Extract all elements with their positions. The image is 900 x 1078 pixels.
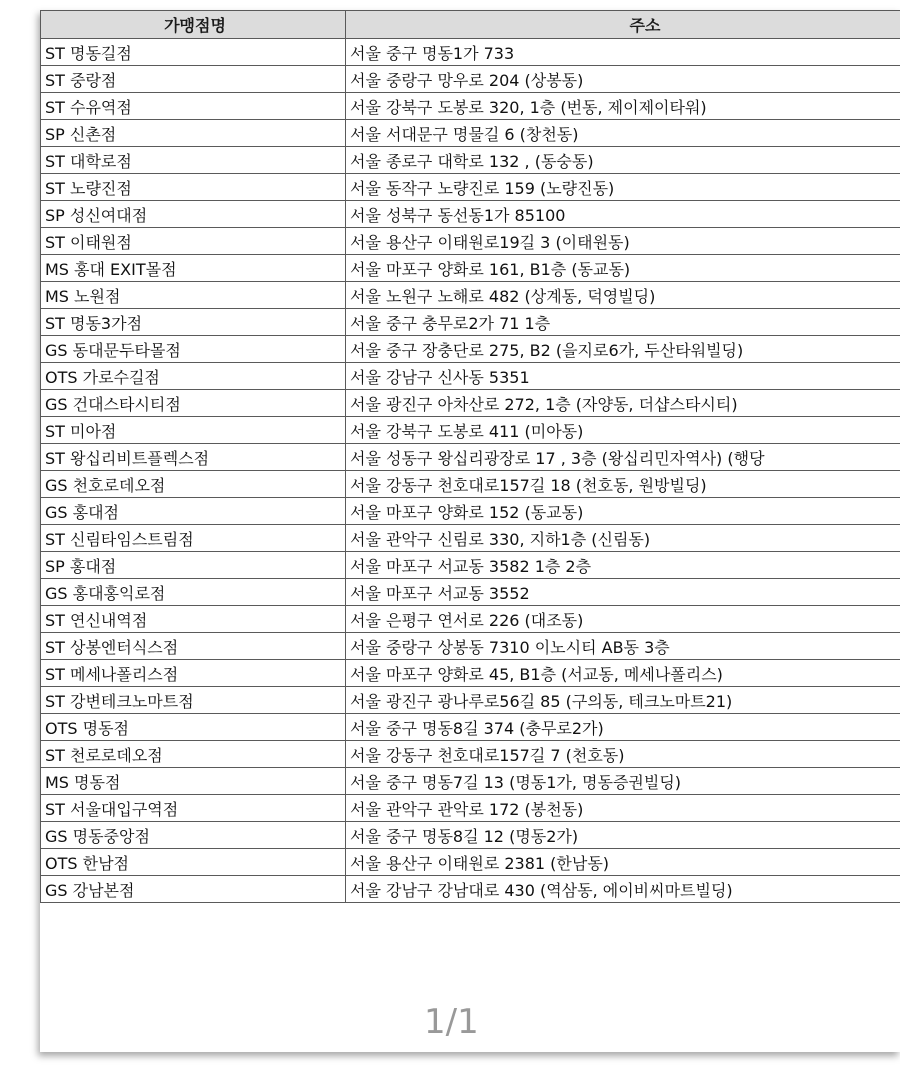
address-cell: 서울 동작구 노량진로 159 (노량진동) [346,174,900,201]
table-row [41,174,900,201]
table-row [41,471,900,498]
address-cell: 서울 종로구 대학로 132 , (동숭동) [346,147,900,174]
table-row [41,498,900,525]
address-cell: 서울 중구 충무로2가 71 1층 [346,309,900,336]
address-cell: 서울 광진구 아차산로 272, 1층 (자양동, 더샵스타시티) [346,390,900,417]
store-name-cell: ST 왕십리비트플렉스점 [41,444,346,471]
store-name-cell: SP 홍대점 [41,552,346,579]
table-row [41,309,900,336]
table-row [41,687,900,714]
store-name-cell: GS 명동중앙점 [41,822,346,849]
address-cell: 서울 중구 명동7길 13 (명동1가, 명동증권빌딩) [346,768,900,795]
address-cell: 서울 은평구 연서로 226 (대조동) [346,606,900,633]
table-row [41,795,900,822]
table-body [41,39,900,903]
address-cell: 서울 관악구 신림로 330, 지하1층 (신림동) [346,525,900,552]
address-cell: 서울 강북구 도봉로 320, 1층 (번동, 제이제이타워) [346,93,900,120]
address-cell: 서울 마포구 서교동 3552 [346,579,900,606]
address-cell: 서울 관악구 관악로 172 (봉천동) [346,795,900,822]
table-row [41,255,900,282]
address-cell: 서울 강북구 도봉로 411 (미아동) [346,417,900,444]
table-row [41,525,900,552]
table-row [41,741,900,768]
store-name-cell: MS 명동점 [41,768,346,795]
store-name-cell: ST 수유역점 [41,93,346,120]
address-cell: 서울 성북구 동선동1가 85100 [346,201,900,228]
address-cell: 서울 강동구 천호대로157길 18 (천호동, 원방빌딩) [346,471,900,498]
store-address-table [40,10,900,903]
table-row [41,228,900,255]
table-row [41,714,900,741]
store-name-cell: SP 신촌점 [41,120,346,147]
address-cell: 서울 강남구 강남대로 430 (역삼동, 에이비씨마트빌딩) [346,876,900,903]
store-name-cell: ST 미아점 [41,417,346,444]
address-cell: 서울 중구 명동8길 374 (충무로2가) [346,714,900,741]
store-name-cell: ST 노량진점 [41,174,346,201]
table-row [41,660,900,687]
table-row [41,147,900,174]
store-name-cell: ST 신림타임스트림점 [41,525,346,552]
store-name-cell: ST 명동길점 [41,39,346,66]
page-indicator: 1/1 [424,1002,479,1042]
table-row [41,390,900,417]
address-cell: 서울 중구 장충단로 275, B2 (을지로6가, 두산타워빌딩) [346,336,900,363]
address-cell: 서울 중구 명동8길 12 (명동2가) [346,822,900,849]
address-cell: 서울 마포구 양화로 161, B1층 (동교동) [346,255,900,282]
store-name-cell: OTS 명동점 [41,714,346,741]
table-header-row [41,11,900,39]
address-cell: 서울 성동구 왕십리광장로 17 , 3층 (왕십리민자역사) (행당 [346,444,900,471]
address-cell: 서울 강동구 천호대로157길 7 (천호동) [346,741,900,768]
store-name-cell: ST 명동3가점 [41,309,346,336]
store-name-cell: GS 강남본점 [41,876,346,903]
table-row [41,768,900,795]
store-name-cell: SP 성신여대점 [41,201,346,228]
table-row [41,552,900,579]
table-row [41,201,900,228]
address-cell: 서울 광진구 광나루로56길 85 (구의동, 테크노마트21) [346,687,900,714]
header-address: 주소 [346,11,900,39]
store-name-cell: GS 천호로데오점 [41,471,346,498]
store-name-cell: MS 홍대 EXIT몰점 [41,255,346,282]
store-name-cell: GS 홍대홍익로점 [41,579,346,606]
store-name-cell: OTS 가로수길점 [41,363,346,390]
store-name-cell: ST 상봉엔터식스점 [41,633,346,660]
table-row [41,120,900,147]
store-name-cell: ST 연신내역점 [41,606,346,633]
address-cell: 서울 중구 명동1가 733 [346,39,900,66]
store-name-cell: GS 홍대점 [41,498,346,525]
table-row [41,579,900,606]
table-row [41,606,900,633]
store-name-cell: ST 이태원점 [41,228,346,255]
table-row [41,363,900,390]
address-cell: 서울 용산구 이태원로19길 3 (이태원동) [346,228,900,255]
address-cell: 서울 강남구 신사동 5351 [346,363,900,390]
store-name-cell: ST 메세나폴리스점 [41,660,346,687]
table-row [41,93,900,120]
store-name-cell: OTS 한남점 [41,849,346,876]
table-row [41,282,900,309]
store-name-cell: ST 중랑점 [41,66,346,93]
header-store-name: 가맹점명 [41,11,346,39]
store-name-cell: ST 대학로점 [41,147,346,174]
store-name-cell: GS 동대문두타몰점 [41,336,346,363]
store-name-cell: ST 강변테크노마트점 [41,687,346,714]
address-cell: 서울 마포구 양화로 45, B1층 (서교동, 메세나폴리스) [346,660,900,687]
store-name-cell: ST 천로로데오점 [41,741,346,768]
store-name-cell: GS 건대스타시티점 [41,390,346,417]
address-cell: 서울 중랑구 상봉동 7310 이노시티 AB동 3층 [346,633,900,660]
address-cell: 서울 중랑구 망우로 204 (상봉동) [346,66,900,93]
store-name-cell: ST 서울대입구역점 [41,795,346,822]
table-row [41,444,900,471]
table-row [41,849,900,876]
table-row [41,66,900,93]
address-cell: 서울 용산구 이태원로 2381 (한남동) [346,849,900,876]
address-cell: 서울 마포구 서교동 3582 1층 2층 [346,552,900,579]
document-sheet [40,10,900,1052]
table-row [41,336,900,363]
table-row [41,417,900,444]
table-row [41,633,900,660]
store-name-cell: MS 노원점 [41,282,346,309]
table-row [41,822,900,849]
address-cell: 서울 노원구 노해로 482 (상계동, 덕영빌딩) [346,282,900,309]
table-row [41,876,900,903]
table-row [41,39,900,66]
address-cell: 서울 서대문구 명물길 6 (창천동) [346,120,900,147]
address-cell: 서울 마포구 양화로 152 (동교동) [346,498,900,525]
